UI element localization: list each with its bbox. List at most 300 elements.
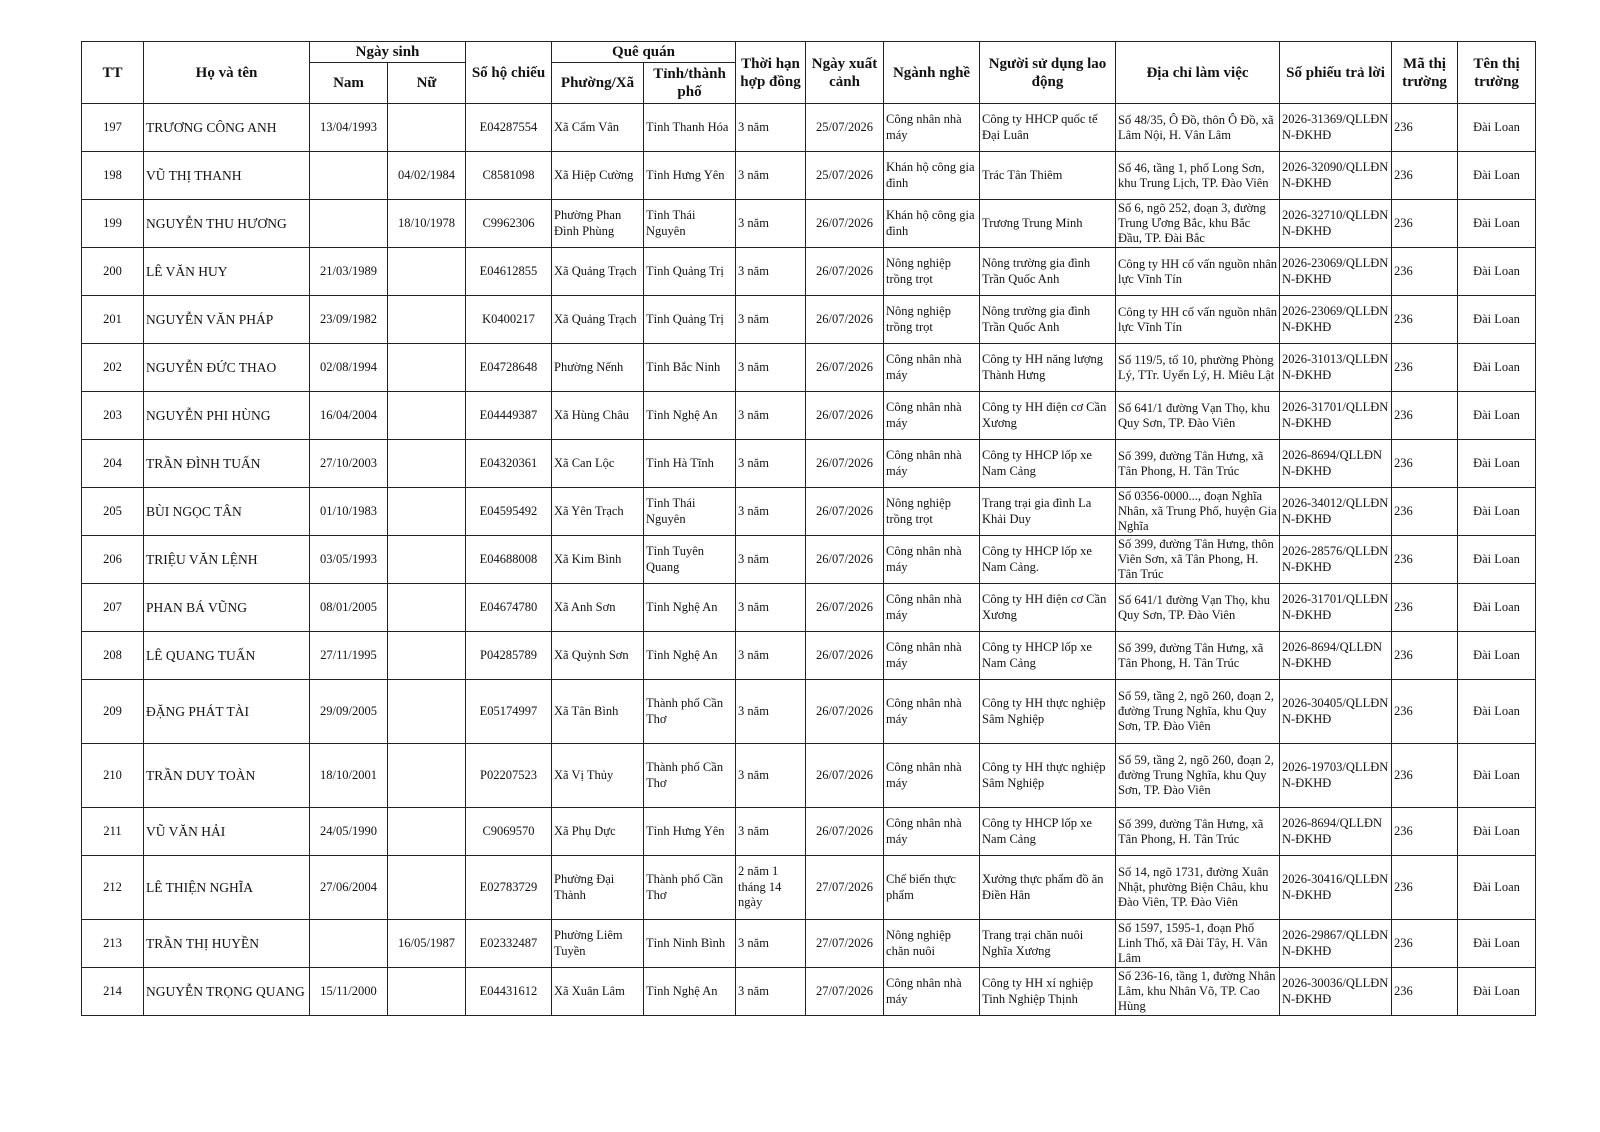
cell-province: Tỉnh Quảng Trị: [644, 296, 736, 344]
cell-passport: E04728648: [466, 344, 552, 392]
cell-market-code: 236: [1392, 920, 1458, 968]
cell-passport: P04285789: [466, 632, 552, 680]
cell-occupation: Công nhân nhà máy: [884, 104, 980, 152]
table-row: [82, 536, 1536, 584]
cell-tt: 214: [82, 968, 144, 1016]
header-ma-thi-truong: Mã thị trường: [1392, 42, 1458, 104]
cell-birth-female: [388, 104, 466, 152]
cell-occupation: Công nhân nhà máy: [884, 968, 980, 1016]
cell-employer: Công ty HH thực nghiệp Sâm Nghiệp: [980, 744, 1116, 808]
cell-occupation: Chế biến thực phẩm: [884, 856, 980, 920]
cell-contract-term: 3 năm: [736, 248, 806, 296]
cell-reply-number: 2026-30036/QLLĐNN-ĐKHĐ: [1280, 968, 1392, 1016]
cell-province: Thành phố Cần Thơ: [644, 680, 736, 744]
cell-name: VŨ VĂN HẢI: [144, 808, 310, 856]
cell-market-name: Đài Loan: [1458, 744, 1536, 808]
cell-work-address: Số 6, ngõ 252, đoạn 3, đường Trung Ương Bắc, khu Bắc Đầu, TP. Đài Bắc: [1116, 200, 1280, 248]
cell-work-address: Số 59, tầng 2, ngõ 260, đoạn 2, đường Trung Nghĩa, khu Quy Sơn, TP. Đào Viên: [1116, 744, 1280, 808]
cell-commune: Xã Phụ Dực: [552, 808, 644, 856]
cell-province: Tỉnh Tuyên Quang: [644, 536, 736, 584]
cell-employer: Trang trại chăn nuôi Nghĩa Xương: [980, 920, 1116, 968]
cell-province: Tỉnh Quảng Trị: [644, 248, 736, 296]
cell-commune: Phường Nếnh: [552, 344, 644, 392]
cell-birth-male: 08/01/2005: [310, 584, 388, 632]
cell-exit-date: 26/07/2026: [806, 296, 884, 344]
cell-reply-number: 2026-8694/QLLĐNN-ĐKHĐ: [1280, 808, 1392, 856]
table-row: [82, 440, 1536, 488]
cell-market-code: 236: [1392, 808, 1458, 856]
cell-commune: Xã Anh Sơn: [552, 584, 644, 632]
header-nguoi-su-dung: Người sử dụng lao động: [980, 42, 1116, 104]
cell-birth-male: [310, 920, 388, 968]
cell-reply-number: 2026-30405/QLLĐNN-ĐKHĐ: [1280, 680, 1392, 744]
cell-passport: C9962306: [466, 200, 552, 248]
cell-market-name: Đài Loan: [1458, 440, 1536, 488]
cell-birth-male: 02/08/1994: [310, 344, 388, 392]
cell-name: NGUYỄN VĂN PHÁP: [144, 296, 310, 344]
cell-province: Tỉnh Thái Nguyên: [644, 488, 736, 536]
cell-occupation: Công nhân nhà máy: [884, 680, 980, 744]
cell-exit-date: 27/07/2026: [806, 920, 884, 968]
cell-tt: 199: [82, 200, 144, 248]
table-row: [82, 488, 1536, 536]
cell-contract-term: 3 năm: [736, 488, 806, 536]
cell-employer: Công ty HHCP lốp xe Nam Cảng.: [980, 536, 1116, 584]
cell-birth-female: [388, 856, 466, 920]
worker-table: [81, 41, 1536, 1016]
cell-birth-female: 16/05/1987: [388, 920, 466, 968]
cell-birth-female: [388, 248, 466, 296]
cell-reply-number: 2026-30416/QLLĐNN-ĐKHĐ: [1280, 856, 1392, 920]
cell-passport: C8581098: [466, 152, 552, 200]
cell-employer: Công ty HHCP quốc tế Đại Luân: [980, 104, 1116, 152]
cell-tt: 211: [82, 808, 144, 856]
cell-contract-term: 3 năm: [736, 200, 806, 248]
cell-tt: 203: [82, 392, 144, 440]
cell-commune: Phường Đại Thành: [552, 856, 644, 920]
cell-birth-female: [388, 968, 466, 1016]
cell-passport: E04320361: [466, 440, 552, 488]
table-row: [82, 200, 1536, 248]
cell-work-address: Số 641/1 đường Vạn Thọ, khu Quy Sơn, TP. Đào Viên: [1116, 584, 1280, 632]
cell-market-code: 236: [1392, 152, 1458, 200]
cell-employer: Nông trường gia đình Trần Quốc Anh: [980, 248, 1116, 296]
cell-market-code: 236: [1392, 440, 1458, 488]
cell-work-address: Số 46, tầng 1, phố Long Sơn, khu Trung Lịch, TP. Đào Viên: [1116, 152, 1280, 200]
table-row: [82, 808, 1536, 856]
cell-commune: Phường Liêm Tuyền: [552, 920, 644, 968]
cell-work-address: Số 14, ngõ 1731, đường Xuân Nhật, phường Biện Châu, khu Đào Viên, TP. Đào Viên: [1116, 856, 1280, 920]
cell-reply-number: 2026-23069/QLLĐNN-ĐKHĐ: [1280, 248, 1392, 296]
cell-exit-date: 26/07/2026: [806, 200, 884, 248]
cell-occupation: Công nhân nhà máy: [884, 344, 980, 392]
cell-exit-date: 27/07/2026: [806, 968, 884, 1016]
cell-work-address: Số 48/35, Ô Đồ, thôn Ô Đồ, xã Lâm Nội, H. Vân Lâm: [1116, 104, 1280, 152]
cell-passport: E04612855: [466, 248, 552, 296]
cell-birth-female: 18/10/1978: [388, 200, 466, 248]
cell-birth-male: 21/03/1989: [310, 248, 388, 296]
cell-occupation: Nông nghiệp trồng trọt: [884, 296, 980, 344]
cell-exit-date: 26/07/2026: [806, 344, 884, 392]
cell-province: Thành phố Cần Thơ: [644, 856, 736, 920]
cell-birth-male: 24/05/1990: [310, 808, 388, 856]
cell-birth-male: 13/04/1993: [310, 104, 388, 152]
cell-province: Tỉnh Nghệ An: [644, 584, 736, 632]
cell-occupation: Công nhân nhà máy: [884, 536, 980, 584]
cell-tt: 207: [82, 584, 144, 632]
cell-contract-term: 3 năm: [736, 440, 806, 488]
cell-market-name: Đài Loan: [1458, 200, 1536, 248]
cell-commune: Xã Quảng Trạch: [552, 296, 644, 344]
cell-tt: 198: [82, 152, 144, 200]
table-header: [82, 42, 1536, 104]
cell-contract-term: 2 năm 1 tháng 14 ngày: [736, 856, 806, 920]
cell-province: Thành phố Cần Thơ: [644, 744, 736, 808]
cell-tt: 213: [82, 920, 144, 968]
cell-exit-date: 26/07/2026: [806, 488, 884, 536]
cell-work-address: Số 0356-0000..., đoạn Nghĩa Nhân, xã Trung Phố, huyện Gia Nghĩa: [1116, 488, 1280, 536]
cell-reply-number: 2026-31701/QLLĐNN-ĐKHĐ: [1280, 392, 1392, 440]
cell-province: Tỉnh Thanh Hóa: [644, 104, 736, 152]
table-row: [82, 344, 1536, 392]
cell-name: NGUYỄN ĐỨC THAO: [144, 344, 310, 392]
cell-contract-term: 3 năm: [736, 104, 806, 152]
cell-birth-female: [388, 808, 466, 856]
cell-reply-number: 2026-8694/QLLĐNN-ĐKHĐ: [1280, 440, 1392, 488]
cell-tt: 212: [82, 856, 144, 920]
header-ho-ten: Họ và tên: [144, 42, 310, 104]
cell-birth-male: 18/10/2001: [310, 744, 388, 808]
cell-occupation: Nông nghiệp trồng trọt: [884, 488, 980, 536]
cell-birth-female: 04/02/1984: [388, 152, 466, 200]
header-ngay-xuat-canh: Ngày xuất cảnh: [806, 42, 884, 104]
cell-work-address: Công ty HH cố vấn nguồn nhân lực Vĩnh Tín: [1116, 296, 1280, 344]
cell-passport: E04674780: [466, 584, 552, 632]
cell-province: Tỉnh Nghệ An: [644, 632, 736, 680]
cell-contract-term: 3 năm: [736, 584, 806, 632]
cell-province: Tỉnh Nghệ An: [644, 392, 736, 440]
cell-occupation: Khán hộ công gia đình: [884, 152, 980, 200]
cell-market-code: 236: [1392, 584, 1458, 632]
cell-commune: Xã Can Lộc: [552, 440, 644, 488]
cell-market-name: Đài Loan: [1458, 392, 1536, 440]
cell-market-code: 236: [1392, 344, 1458, 392]
cell-name: NGUYỄN TRỌNG QUANG: [144, 968, 310, 1016]
cell-name: TRƯƠNG CÔNG ANH: [144, 104, 310, 152]
cell-work-address: Số 1597, 1595-1, đoạn Phố Linh Thố, xã Đài Tây, H. Vân Lâm: [1116, 920, 1280, 968]
cell-commune: Xã Kim Bình: [552, 536, 644, 584]
cell-market-code: 236: [1392, 104, 1458, 152]
table-row: [82, 584, 1536, 632]
cell-employer: Công ty HH thực nghiệp Sâm Nghiệp: [980, 680, 1116, 744]
cell-market-code: 236: [1392, 536, 1458, 584]
cell-work-address: Số 236-16, tầng 1, đường Nhân Lâm, khu Nhân Võ, TP. Cao Hùng: [1116, 968, 1280, 1016]
cell-exit-date: 26/07/2026: [806, 744, 884, 808]
cell-reply-number: 2026-31701/QLLĐNN-ĐKHĐ: [1280, 584, 1392, 632]
cell-market-name: Đài Loan: [1458, 344, 1536, 392]
cell-market-name: Đài Loan: [1458, 584, 1536, 632]
cell-passport: E05174997: [466, 680, 552, 744]
table-row: [82, 104, 1536, 152]
cell-commune: Xã Vị Thủy: [552, 744, 644, 808]
cell-passport: E04595492: [466, 488, 552, 536]
cell-reply-number: 2026-32090/QLLĐNN-ĐKHĐ: [1280, 152, 1392, 200]
cell-commune: Xã Hùng Châu: [552, 392, 644, 440]
cell-employer: Công ty HH điện cơ Cần Xương: [980, 584, 1116, 632]
cell-name: PHAN BÁ VŨNG: [144, 584, 310, 632]
cell-employer: Công ty HH xí nghiệp Tinh Nghiệp Thịnh: [980, 968, 1116, 1016]
header-nam: Nam: [310, 63, 388, 104]
cell-contract-term: 3 năm: [736, 920, 806, 968]
cell-occupation: Khán hộ công gia đình: [884, 200, 980, 248]
cell-employer: Công ty HH điện cơ Cần Xương: [980, 392, 1116, 440]
cell-passport: E04287554: [466, 104, 552, 152]
cell-work-address: Số 399, đường Tân Hưng, xã Tân Phong, H. Tân Trúc: [1116, 632, 1280, 680]
cell-occupation: Nông nghiệp trồng trọt: [884, 248, 980, 296]
table-row: [82, 392, 1536, 440]
cell-occupation: Công nhân nhà máy: [884, 392, 980, 440]
cell-market-name: Đài Loan: [1458, 632, 1536, 680]
cell-commune: Phường Phan Đình Phùng: [552, 200, 644, 248]
cell-birth-female: [388, 392, 466, 440]
cell-work-address: Số 399, đường Tân Hưng, xã Tân Phong, H. Tân Trúc: [1116, 808, 1280, 856]
cell-market-name: Đài Loan: [1458, 680, 1536, 744]
cell-tt: 205: [82, 488, 144, 536]
cell-name: NGUYỄN THU HƯƠNG: [144, 200, 310, 248]
cell-contract-term: 3 năm: [736, 536, 806, 584]
cell-tt: 201: [82, 296, 144, 344]
cell-occupation: Nông nghiệp chăn nuôi: [884, 920, 980, 968]
cell-birth-male: 29/09/2005: [310, 680, 388, 744]
cell-contract-term: 3 năm: [736, 680, 806, 744]
cell-tt: 208: [82, 632, 144, 680]
cell-contract-term: 3 năm: [736, 344, 806, 392]
cell-birth-male: 27/06/2004: [310, 856, 388, 920]
cell-market-name: Đài Loan: [1458, 808, 1536, 856]
cell-employer: Công ty HHCP lốp xe Nam Cảng: [980, 440, 1116, 488]
cell-reply-number: 2026-34012/QLLĐNN-ĐKHĐ: [1280, 488, 1392, 536]
header-tinh-thanh: Tỉnh/thành phố: [644, 63, 736, 104]
cell-province: Tỉnh Hưng Yên: [644, 152, 736, 200]
cell-market-code: 236: [1392, 744, 1458, 808]
table-row: [82, 920, 1536, 968]
cell-name: VŨ THỊ THANH: [144, 152, 310, 200]
cell-contract-term: 3 năm: [736, 296, 806, 344]
cell-commune: Xã Yên Trạch: [552, 488, 644, 536]
header-tt: TT: [82, 42, 144, 104]
cell-employer: Công ty HHCP lốp xe Nam Cảng: [980, 808, 1116, 856]
cell-passport: E04688008: [466, 536, 552, 584]
cell-work-address: Số 119/5, tổ 10, phường Phòng Lý, TTr. Uyển Lý, H. Miêu Lật: [1116, 344, 1280, 392]
cell-market-name: Đài Loan: [1458, 248, 1536, 296]
cell-name: LÊ QUANG TUẤN: [144, 632, 310, 680]
cell-tt: 209: [82, 680, 144, 744]
cell-passport: C9069570: [466, 808, 552, 856]
cell-name: TRẦN ĐÌNH TUẤN: [144, 440, 310, 488]
cell-work-address: Công ty HH cố vấn nguồn nhân lực Vĩnh Tín: [1116, 248, 1280, 296]
cell-market-code: 236: [1392, 248, 1458, 296]
table-row: [82, 680, 1536, 744]
cell-market-name: Đài Loan: [1458, 968, 1536, 1016]
cell-exit-date: 26/07/2026: [806, 632, 884, 680]
cell-name: LÊ VĂN HUY: [144, 248, 310, 296]
cell-tt: 210: [82, 744, 144, 808]
cell-commune: Xã Cẩm Vân: [552, 104, 644, 152]
cell-name: LÊ THIỆN NGHĨA: [144, 856, 310, 920]
document-sheet: [81, 41, 1535, 1016]
cell-birth-male: 27/10/2003: [310, 440, 388, 488]
cell-contract-term: 3 năm: [736, 632, 806, 680]
cell-work-address: Số 641/1 đường Vạn Thọ, khu Quy Sơn, TP. Đào Viên: [1116, 392, 1280, 440]
cell-work-address: Số 399, đường Tân Hưng, thôn Viên Sơn, xã Tân Phong, H. Tân Trúc: [1116, 536, 1280, 584]
cell-birth-female: [388, 440, 466, 488]
cell-birth-male: 15/11/2000: [310, 968, 388, 1016]
cell-market-code: 236: [1392, 200, 1458, 248]
cell-market-name: Đài Loan: [1458, 152, 1536, 200]
cell-name: TRIỆU VĂN LỆNH: [144, 536, 310, 584]
cell-reply-number: 2026-32710/QLLĐNN-ĐKHĐ: [1280, 200, 1392, 248]
cell-work-address: Số 59, tầng 2, ngõ 260, đoạn 2, đường Trung Nghĩa, khu Quy Sơn, TP. Đào Viên: [1116, 680, 1280, 744]
cell-birth-female: [388, 488, 466, 536]
cell-name: ĐẶNG PHÁT TÀI: [144, 680, 310, 744]
cell-market-code: 236: [1392, 680, 1458, 744]
cell-reply-number: 2026-29867/QLLĐNN-ĐKHĐ: [1280, 920, 1392, 968]
cell-exit-date: 26/07/2026: [806, 392, 884, 440]
cell-reply-number: 2026-28576/QLLĐNN-ĐKHĐ: [1280, 536, 1392, 584]
cell-occupation: Công nhân nhà máy: [884, 808, 980, 856]
cell-exit-date: 26/07/2026: [806, 248, 884, 296]
table-row: [82, 968, 1536, 1016]
cell-market-code: 236: [1392, 296, 1458, 344]
cell-employer: Nông trường gia đình Trần Quốc Anh: [980, 296, 1116, 344]
header-ten-thi-truong: Tên thị trường: [1458, 42, 1536, 104]
cell-market-name: Đài Loan: [1458, 104, 1536, 152]
cell-passport: E04431612: [466, 968, 552, 1016]
cell-commune: Xã Quảng Trạch: [552, 248, 644, 296]
cell-passport: K0400217: [466, 296, 552, 344]
cell-contract-term: 3 năm: [736, 392, 806, 440]
cell-reply-number: 2026-31369/QLLĐNN-ĐKHĐ: [1280, 104, 1392, 152]
cell-contract-term: 3 năm: [736, 968, 806, 1016]
header-phuong-xa: Phường/Xã: [552, 63, 644, 104]
cell-tt: 200: [82, 248, 144, 296]
cell-birth-female: [388, 536, 466, 584]
cell-province: Tỉnh Bắc Ninh: [644, 344, 736, 392]
cell-contract-term: 3 năm: [736, 744, 806, 808]
cell-birth-female: [388, 680, 466, 744]
cell-commune: Xã Tân Bình: [552, 680, 644, 744]
cell-province: Tỉnh Ninh Bình: [644, 920, 736, 968]
table-row: [82, 632, 1536, 680]
cell-reply-number: 2026-19703/QLLĐNN-ĐKHĐ: [1280, 744, 1392, 808]
cell-name: BÙI NGỌC TÂN: [144, 488, 310, 536]
cell-market-name: Đài Loan: [1458, 920, 1536, 968]
cell-market-code: 236: [1392, 488, 1458, 536]
header-so-phieu: Số phiếu trả lời: [1280, 42, 1392, 104]
cell-exit-date: 26/07/2026: [806, 440, 884, 488]
cell-commune: Xã Hiệp Cường: [552, 152, 644, 200]
header-so-ho-chieu: Số hộ chiếu: [466, 42, 552, 104]
table-row: [82, 856, 1536, 920]
cell-tt: 197: [82, 104, 144, 152]
cell-birth-female: [388, 744, 466, 808]
cell-work-address: Số 399, đường Tân Hưng, xã Tân Phong, H. Tân Trúc: [1116, 440, 1280, 488]
header-nganh-nghe: Ngành nghề: [884, 42, 980, 104]
cell-birth-female: [388, 296, 466, 344]
cell-exit-date: 27/07/2026: [806, 856, 884, 920]
cell-birth-male: 23/09/1982: [310, 296, 388, 344]
cell-exit-date: 26/07/2026: [806, 680, 884, 744]
cell-employer: Công ty HH năng lượng Thành Hưng: [980, 344, 1116, 392]
cell-birth-male: 03/05/1993: [310, 536, 388, 584]
cell-tt: 204: [82, 440, 144, 488]
cell-occupation: Công nhân nhà máy: [884, 744, 980, 808]
cell-passport: P02207523: [466, 744, 552, 808]
cell-contract-term: 3 năm: [736, 152, 806, 200]
cell-birth-female: [388, 584, 466, 632]
cell-market-code: 236: [1392, 632, 1458, 680]
cell-market-code: 236: [1392, 392, 1458, 440]
table-row: [82, 744, 1536, 808]
cell-market-name: Đài Loan: [1458, 856, 1536, 920]
cell-passport: E02783729: [466, 856, 552, 920]
cell-employer: Công ty HHCP lốp xe Nam Cảng: [980, 632, 1116, 680]
cell-birth-female: [388, 632, 466, 680]
cell-occupation: Công nhân nhà máy: [884, 440, 980, 488]
header-nu: Nữ: [388, 63, 466, 104]
header-ngay-sinh: Ngày sinh: [310, 42, 466, 63]
cell-name: NGUYỄN PHI HÙNG: [144, 392, 310, 440]
header-thoi-han: Thời hạn hợp đồng: [736, 42, 806, 104]
cell-market-name: Đài Loan: [1458, 296, 1536, 344]
header-que-quan: Quê quán: [552, 42, 736, 63]
cell-tt: 202: [82, 344, 144, 392]
cell-commune: Xã Quỳnh Sơn: [552, 632, 644, 680]
cell-exit-date: 26/07/2026: [806, 808, 884, 856]
cell-province: Tỉnh Hà Tĩnh: [644, 440, 736, 488]
cell-reply-number: 2026-8694/QLLĐNN-ĐKHĐ: [1280, 632, 1392, 680]
cell-employer: Trang trại gia đình La Khải Duy: [980, 488, 1116, 536]
table-body: [82, 104, 1536, 1016]
cell-province: Tỉnh Hưng Yên: [644, 808, 736, 856]
cell-employer: Trác Tân Thiêm: [980, 152, 1116, 200]
cell-birth-male: 27/11/1995: [310, 632, 388, 680]
cell-birth-male: [310, 200, 388, 248]
cell-market-code: 236: [1392, 968, 1458, 1016]
cell-market-name: Đài Loan: [1458, 488, 1536, 536]
cell-passport: E02332487: [466, 920, 552, 968]
cell-occupation: Công nhân nhà máy: [884, 632, 980, 680]
cell-exit-date: 25/07/2026: [806, 104, 884, 152]
table-row: [82, 248, 1536, 296]
cell-birth-female: [388, 344, 466, 392]
cell-market-name: Đài Loan: [1458, 536, 1536, 584]
cell-exit-date: 26/07/2026: [806, 536, 884, 584]
cell-exit-date: 25/07/2026: [806, 152, 884, 200]
cell-name: TRẦN THỊ HUYỀN: [144, 920, 310, 968]
cell-employer: Trương Trung Minh: [980, 200, 1116, 248]
cell-market-code: 236: [1392, 856, 1458, 920]
cell-commune: Xã Xuân Lâm: [552, 968, 644, 1016]
header-dia-chi: Địa chỉ làm việc: [1116, 42, 1280, 104]
cell-name: TRẦN DUY TOÀN: [144, 744, 310, 808]
table-row: [82, 296, 1536, 344]
cell-tt: 206: [82, 536, 144, 584]
cell-exit-date: 26/07/2026: [806, 584, 884, 632]
cell-birth-male: [310, 152, 388, 200]
cell-province: Tỉnh Thái Nguyên: [644, 200, 736, 248]
cell-employer: Xưởng thực phẩm đồ ăn Điền Hân: [980, 856, 1116, 920]
